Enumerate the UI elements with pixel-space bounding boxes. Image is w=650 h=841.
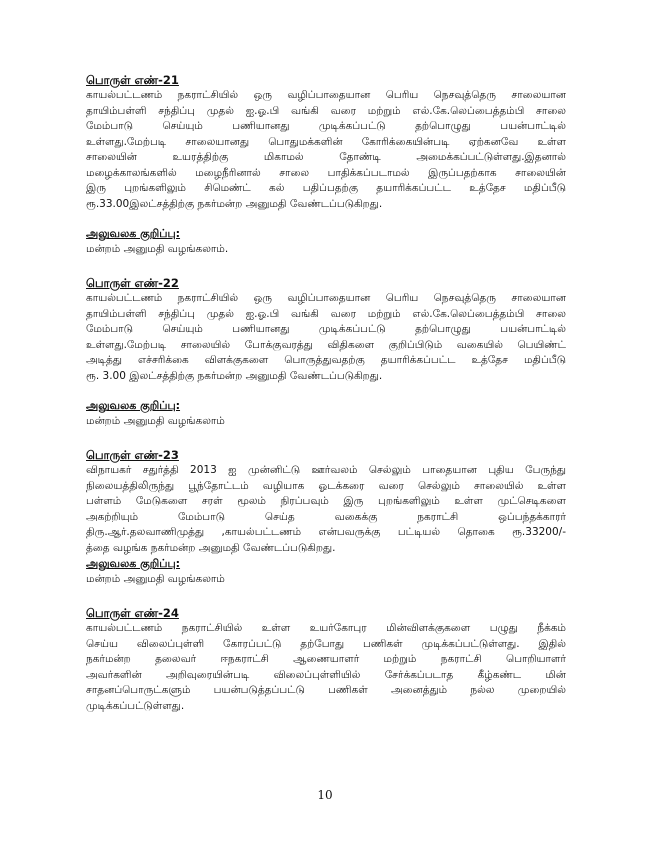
body-line: மேம்பாடு செய்யும் பணியானது முடிக்கப்பட்டு தற்பொழுது பயன்பாட்டில் (86, 120, 566, 132)
body-line: பள்ளம் மேடுகளை சரள் மூலம் நிரப்பவும் இரு புறங்களிலும் உள்ள முட்செடிகளை (86, 495, 566, 507)
body-line: அடித்து எச்சரிக்கை விளக்குகளை பொருத்துவதற்கு தயாரிக்கப்பட்ட உத்தேச மதிப்பீடு (86, 354, 566, 366)
body-line: முடிக்கப்பட்டுள்ளது. (86, 699, 185, 712)
body-line: மழைக்காலங்களில் மழைநீரினால் சாலை பாதிக்கப்படாமல் இருப்பதற்காக சாலையின் (86, 166, 566, 179)
subject-24-body (86, 621, 566, 714)
body-line: நகர்மன்ற தலைவர் ஈநகராட்சி ஆணையாளர் மற்றும் நகராட்சி பொறியாளர் (86, 653, 566, 665)
office-note-heading: அலுவலக குறிப்பு: (86, 227, 181, 240)
body-line: ரூ. 3.00 இலட்சத்திற்கு நகர்மன்ற அனுமதி வேண்டப்படுகிறது. (86, 369, 383, 382)
body-line: ரூ.33.00இலட்சத்திற்கு நகர்மன்ற அனுமதி வேண்டப்படுகிறது. (86, 197, 383, 210)
body-line: காயல்பட்டணம் நகராட்சியில் ஒரு வழிப்பாதையான பெரிய நெசவுத்தெரு சாலையான (86, 292, 566, 304)
subject-22-heading: பொருள் எண்-22 (86, 276, 179, 290)
document-page (86, 72, 566, 728)
body-line: உள்ளது.மேற்படி சாலையானது பொதுமக்களின் கோரிக்கையின்படி ஏற்கனவே உள்ள (86, 135, 566, 148)
body-line: விநாயகர் சதுர்த்தி 2013 ஐ முன்னிட்டு ஊர்வலம் செல்லும் பாதையான புதிய பேருந்து (86, 464, 566, 476)
subject-21-section (86, 72, 566, 257)
subject-24-heading: பொருள் எண்-24 (86, 606, 179, 620)
office-note-22 (86, 398, 566, 429)
body-line: மேம்பாடு செய்யும் பணியானது முடிக்கப்பட்டு தற்பொழுது பயன்பாட்டில் (86, 323, 566, 335)
body-line: த்தை வழங்க நகர்மன்ற அனுமதி வேண்டப்படுகிறது. (86, 541, 336, 554)
subject-23-section (86, 447, 566, 587)
body-line: தாயிம்பள்ளி சந்திப்பு முதல் ஐ.ஓ.பி வங்கி வரை மற்றும் எல்.கே.லெப்பைத்தம்பி சாலை (86, 104, 566, 117)
body-line: காயல்பட்டணம் நகராட்சியில் ஒரு வழிப்பாதையான பெரிய நெசவுத்தெரு சாலையான (86, 89, 566, 101)
body-line: தாயிம்பள்ளி சந்திப்பு முதல் ஐ.ஓ.பி வங்கி வரை மற்றும் எல்.கே.லெப்பைத்தம்பி சாலை (86, 307, 566, 320)
subject-23-heading: பொருள் எண்-23 (86, 448, 179, 462)
body-line: திரு.ஆர்.தலவாணிமுத்து ,காயல்பட்டணம் என்பவருக்கு பட்டியல் தொகை ரூ.33200/- (86, 526, 566, 538)
subject-22-section (86, 275, 566, 429)
subject-24-section (86, 605, 566, 714)
office-note-text: மன்றம் அனுமதி வழங்கலாம் (86, 415, 225, 427)
body-line: அவர்களின் அறிவுரையின்படி விலைப்புள்ளியில் சேர்க்கப்படாத கீழ்கண்ட மின் (86, 668, 566, 681)
body-line: நிலையத்திலிருந்து பூந்தோட்டம் வழியாக ஓடக்கரை வரை செல்லும் சாலையில் உள்ள (86, 479, 566, 492)
office-note-23 (86, 556, 566, 587)
office-note-text: மன்றம் அனுமதி வழங்கலாம் (86, 573, 225, 585)
body-line: உள்ளது.மேற்படி சாலையில் போக்குவரத்து விதிகளை குறிப்பிடும் வகையில் பெயிண்ட் (86, 338, 566, 351)
body-line: இரு புறங்களிலும் சிமெண்ட் கல் பதிப்பதற்கு தயாரிக்கப்பட்ட உத்தேச மதிப்பீடு (86, 182, 566, 194)
subject-22-body (86, 291, 566, 384)
body-line: அகற்றியும் மேம்பாடு செய்த வகைக்கு நகராட்சி ஒப்பந்தக்காரர் (86, 510, 566, 523)
body-line: சாலையின் உயரத்திற்கு மிகாமல் தோண்டி அமைக்கப்பட்டுள்ளது.இதனால் (86, 151, 566, 163)
body-line: சாதனப்பொருட்களும் பயன்படுத்தப்பட்டு பணிகள் அனைத்தும் நல்ல முறையில் (86, 684, 566, 696)
office-note-heading: அலுவலக குறிப்பு: (86, 399, 181, 412)
office-note-21 (86, 226, 566, 257)
office-note-heading: அலுவலக குறிப்பு: (86, 557, 181, 570)
subject-21-heading: பொருள் எண்-21 (86, 73, 179, 87)
body-line: செய்ய விலைப்புள்ளி கோரப்பட்டு தற்போது பணிகள் முடிக்கப்பட்டுள்ளது. இதில் (86, 637, 566, 650)
office-note-text: மன்றம் அனுமதி வழங்கலாம். (86, 243, 229, 255)
page-number: 10 (317, 788, 333, 802)
body-line: காயல்பட்டணம் நகராட்சியில் உள்ள உயர்கோபுர மின்விளக்குகளை பழுது நீக்கம் (86, 622, 566, 634)
subject-23-body (86, 463, 566, 556)
subject-21-body (86, 88, 566, 212)
